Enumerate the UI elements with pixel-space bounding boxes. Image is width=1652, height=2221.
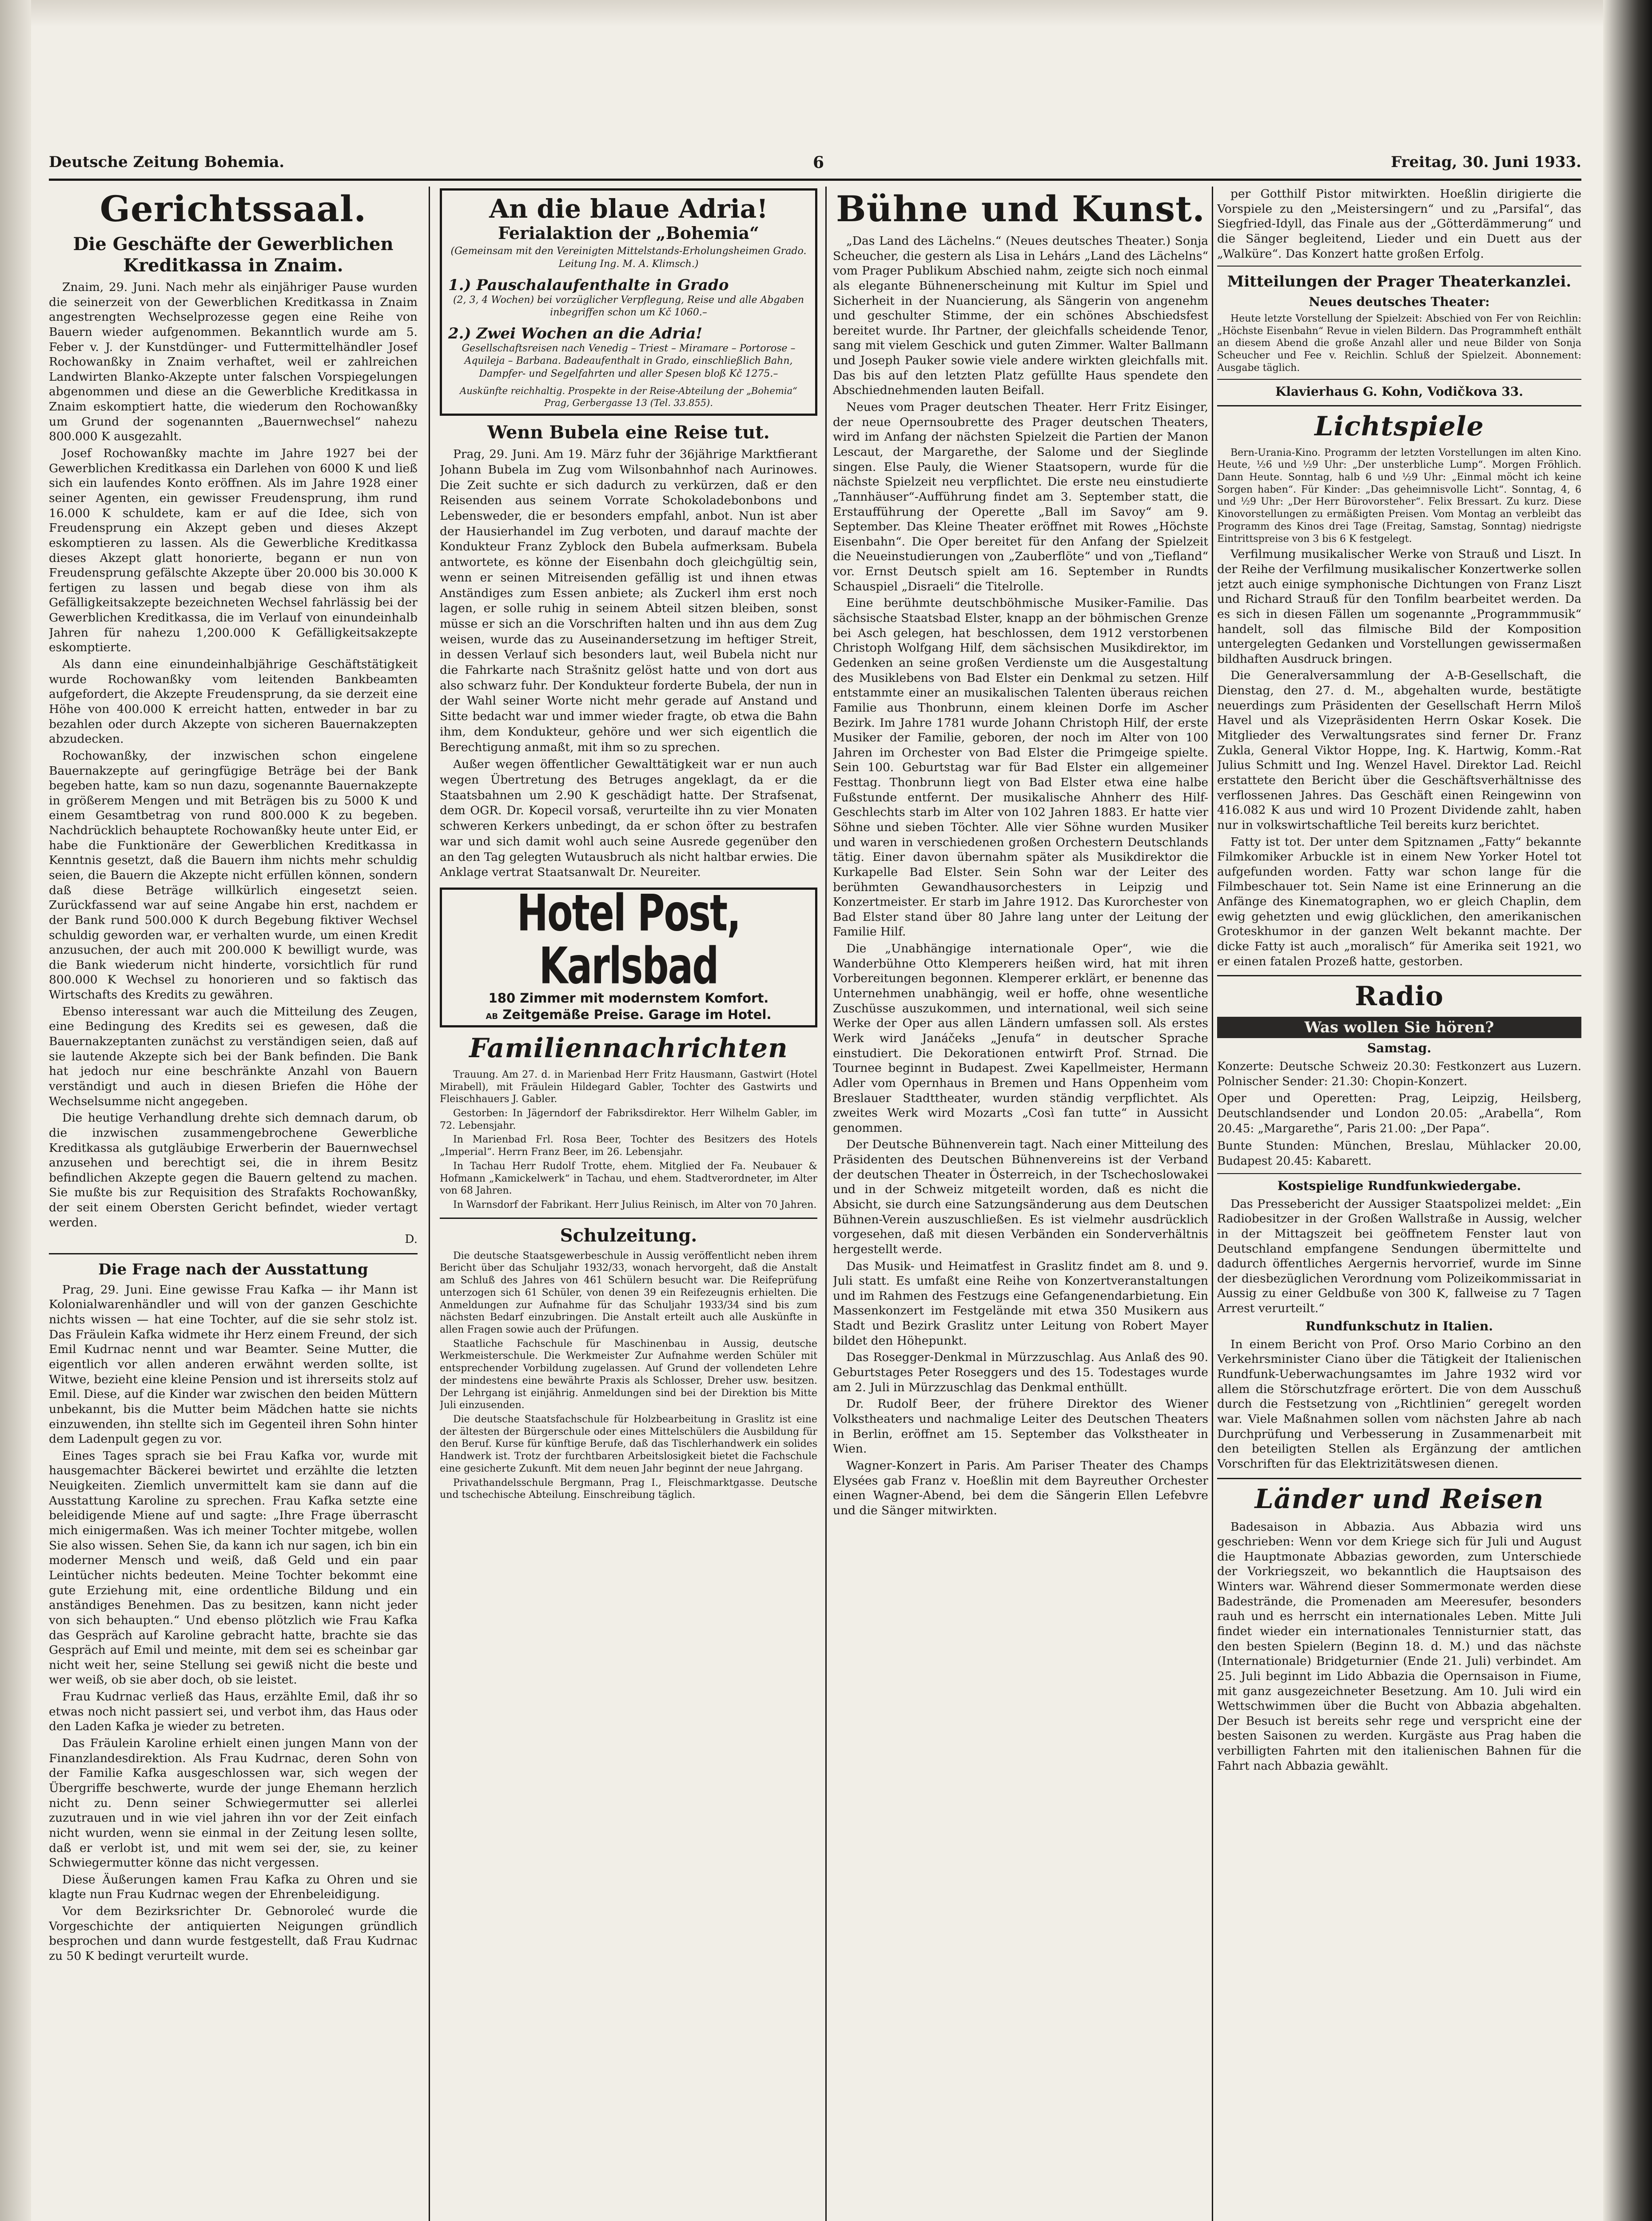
paragraph: Znaim, 29. Juni. Nach mehr als einjähriger Pause wurden die seinerzeit von der Gewerblichen Kreditkassa in Znaim angestrengten Wechselprozesse gegen eine Reihe von Bauern wieder aufgenommen. Bekanntlich wurde am 5. Feber v. J. der Kunstdünger- und Futtermittelhändler Josef Rochowanßky in Znaim verhaftet, weil er zahlreichen Landwirten Blanko-Akzepte unter falschen Vorspiegelungen abgenommen und diese an die Gewerbliche Kreditkassa in Znaim eskomptiert hatte, die wiederum den Rochowanßky um Grund der sogenannten „Bauernwechsel“ nahezu 800.000 K ausgezahlt.	[49, 280, 418, 444]
ad-code: AB	[486, 1011, 498, 1021]
ad-title: An die blaue Adria!	[489, 194, 768, 224]
paragraph: Das Pressebericht der Aussiger Staatspolizei meldet: „Ein Radiobesitzer in der Großen Wallstraße in Aussig, welcher in der Mittagszeit bei geöffnetem Fenster laut von Deutschland empfangene Sendungen übermittelte und dadurch öffentliches Aergernis hervorrief, wurde im Sinne der diesbezüglichen Verordnung vom Polizeikommissariat in Aussig zu einer Geldbuße von 300 K, fallweise zu 7 Tagen Arrest verurteilt.“	[1217, 1197, 1581, 1316]
scan-right-edge	[1603, 0, 1652, 2221]
column-divider	[825, 187, 827, 2221]
ad-subtitle: Ferialaktion der „Bohemia“	[498, 223, 759, 243]
paragraph: Badesaison in Abbazia. Aus Abbazia wird uns geschrieben: Wenn vor dem Kriege sich für Juli und August die Hauptmonate Abbazias geworden, zum Unterschiede der Vorkriegszeit, wo bekanntlich die Hauptsaison des Winters war. Während dieser Sommermonate werden diese Badestrände, die Promenaden am Meeresufer, besonders rauh und es herrscht ein internationales Leben. Mitte Juli findet wieder ein internationales Tennisturnier statt, das den besten Spielern (Beginn 18. d. M.) und das nächste (Internationale) Bridgeturnier (Ende 21. Juli) verbindet. Am 25. Juli beginnt im Lido Abbazia die Opernsaison in Fiume, mit ganz ausgezeichneter Besetzung. Am 10. Juli wird ein Wettschwimmen über die Bucht von Abbazia abgehalten. Der Besuch ist bereits sehr rege und verspricht eine der besten Saisonen zu werden. Kurgäste aus Prag haben die verbilligten Fahrten mit den italienischen Bahnen für die Fahrt nach Abbazia gewählt.	[1217, 1520, 1581, 1773]
paragraph: Vor dem Bezirksrichter Dr. Gebnoroleć wurde die Vorgeschichte der antiquierten Neigungen gründlich besprochen und dann wurde festgestellt, daß Frau Kudrnac zu 50 K bedingt verurteilt wurde.	[49, 1904, 418, 1963]
separator	[1217, 975, 1581, 976]
notice: In Marienbad Frl. Rosa Beer, Tochter des Besitzers des Hotels „Imperial“. Herrn Franz Beer, im 26. Lebensjahr.	[440, 1134, 817, 1158]
page-number: 6	[813, 153, 824, 172]
paragraph: Ebenso interessant war auch die Mitteilung des Zeugen, eine Bedingung des Kredits sei es gewesen, daß die Bauernakzeptanten zunächst zu verständigen seien, daß auf sie lautende Akzepte sich bei der Bank befinden. Die Bank hat jedoch nur eine beschränkte Anzahl von Bauern verständigt und auch in diesen Briefen die Höhe der Wechselsumme nicht angegeben.	[49, 1004, 418, 1108]
radio-program-line: Bunte Stunden: München, Breslau, Mühlacker 20.00, Budapest 20.45: Kabarett.	[1217, 1139, 1581, 1168]
masthead-rule	[49, 179, 1581, 181]
hotel-title: Hotel Post, Karlsbad	[517, 884, 740, 995]
column-1	[49, 187, 418, 2221]
section-heading-family: Familiennachrichten	[469, 1032, 788, 1064]
notice: Bern-Urania-Kino. Programm der letzten Vorstellungen im alten Kino. Heute, ½6 und ½9 Uhr: „Der unsterbliche Lump“. Morgen Fröhlich. Dann Heute. Sonntag, halb 6 und ½9 Uhr: „Einmal möcht ich keine Sorgen haben“. Für Kinder: „Das geheimnisvolle Licht“. Sonntag, 4, 6 und ½9 Uhr: „Der Herr Bürovorsteher“. Felix Bressart. Zu kurz. Diese Kinovorstellungen zu ermäßigten Preisen. Vom Montag an verbleibt das Programm des Kinos drei Tage (Freitag, Samstag, Sonntag) niedrigste Eintrittspreise von 3 bis 6 K festgelegt.	[1217, 447, 1581, 545]
column-divider	[429, 187, 430, 2221]
notice: Trauung. Am 27. d. in Marienbad Herr Fritz Hausmann, Gastwirt (Hotel Mirabell), mit Fräulein Hildegard Gabler, Tochter des Gastwirts und Fleischhauers J. Gabler.	[440, 1069, 817, 1105]
paragraph: Das Rosegger-Denkmal in Mürzzuschlag. Aus Anlaß des 90. Geburtstages Peter Roseggers und des 15. Todestages wurde am 2. Juli in Mürzzuschlag das Denkmal enthüllt.	[833, 1350, 1208, 1394]
hotel-advertisement	[440, 884, 817, 1027]
paragraph: Eines Tages sprach sie bei Frau Kafka vor, wurde mit hausgemachter Bäckerei bewirtet und erzählte die letzten Neuigkeiten. Ziemlich unvermittelt kam sie dann auf die Ausstattung Karoline zu sprechen. Frau Kafka setzte eine beleidigende Miene auf und sagte: „Ihre Frage überrascht mich einigermaßen. Was ich meiner Tochter mitgebe, wollen Sie also wissen. Sehen Sie, da kann ich nur sagen, ich bin ein moderner Mensch und weiß, daß Geld und ein paar Leintücher nichts bedeuten. Meine Tochter bekommt eine gute Erziehung mit, eine ordentliche Bildung und ein anständiges Benehmen. Das zu besitzen, kann nicht jeder von sich behaupten.“ Und ebenso plötzlich wie Frau Kafka das Gespräch auf Karoline gebracht hatte, brachte sie das Gespräch auf Emil und meinte, mit dem sei es scheinbar gar nicht weit her, seine Stellung sei gewiß nicht die beste und wer weiß, ob sie aber doch, ob sie leistet.	[49, 1449, 418, 1687]
notice: Privathandelsschule Bergmann, Prag I., Fleischmarktgasse. Deutsche und tschechische Abteilung. Einschreibung täglich.	[440, 1477, 817, 1501]
paragraph: Außer wegen öffentlicher Gewalttätigkeit war er nun auch wegen Übertretung des Betruges angeklagt, da er die Staatsbahnen um 2.90 K geschädigt hatte. Der Strafsenat, dem OGR. Dr. Kopecil vorsaß, verurteilte ihn zu vier Monaten schweren Kerkers unbedingt, da er schon öfter zu bestrafen war und sich damit wohl auch seine Ausrede gegenüber den an den Tag gelegten Wutausbruch als nicht haltbar erwies. Die Anklage vertrat Staatsanwalt Dr. Neureiter.	[440, 757, 817, 880]
paragraph: In einem Bericht von Prof. Orso Mario Corbino an den Verkehrsminister Ciano über die Tätigkeit der Italienischen Rundfunk-Ueberwachungsamtes im Jahre 1932 wird vor allem die Störschutzfrage erörtert. Die von dem Ausschuß durch die Festsetzung von „Richtlinien“ geregelt worden war. Viele Maßnahmen sollen vom nächsten Jahre ab nach Durchprüfung und Verbesserung in Zusammenarbeit mit den beteiligten Stellen als Ergänzung der amtlichen Vorschriften für das Elektrizitätswesen dienen.	[1217, 1337, 1581, 1471]
music-store-ad: Klavierhaus G. Kohn, Vodičkova 33.	[1275, 384, 1524, 399]
school-notices	[440, 1250, 817, 1501]
hotel-line: 180 Zimmer mit modernstem Komfort.	[488, 991, 769, 1006]
radio-day: Samstag.	[1367, 1041, 1432, 1056]
notice: Die deutsche Staatsgewerbeschule in Aussig veröffentlicht neben ihrem Bericht über das Schuljahr 1932/33, wonach hervorgeht, daß die Anstalt am Schluß des Jahres von 461 Schülern besucht war. Die Reifeprüfung unterzogen sich 61 Schüler, von denen 39 ein Reifezeugnis erhielten. Die Anmeldungen zur Aufnahme für das Schuljahr 1933/34 sind bis zum nächsten Bedarf einzubringen. Die Anstalt erteilt auch alle Auskünfte in allen Fragen sowie auch der Prüfungen.	[440, 1250, 817, 1336]
notice: In Warnsdorf der Fabrikant. Herr Julius Reinisch, im Alter von 70 Jahren.	[453, 1199, 817, 1210]
masthead	[49, 153, 1581, 180]
section-heading-radio: Radio	[1355, 981, 1444, 1012]
cinema-notices	[1217, 447, 1581, 969]
theater-notice: Heute letzte Vorstellung der Spielzeit: Abschied von Fer von Reichlin: „Höchste Eisenbahn“ Revue in vielen Bildern. Das Programmheft enthält an diesem Abend die große Anzahl aller und neue Bilder von Sonja Scheucher und Fee v. Reichlin. Schluß der Spielzeit. Abonnement: Ausgabe täglich.	[1217, 313, 1581, 374]
separator	[1217, 266, 1581, 267]
ad-footer: Auskünfte reichhaltig. Prospekte in der Reise-Abteilung der „Bohemia“ Prag, Gerbergasse 13 (Tel. 33.855).	[460, 385, 797, 408]
paragraph: Diese Äußerungen kamen Frau Kafka zu Ohren und sie klagte nun Frau Kudrnac wegen der Ehrenbeleidigung.	[49, 1872, 418, 1902]
scan-left-edge	[0, 0, 31, 2221]
separator	[1217, 1173, 1581, 1174]
article-body	[440, 447, 817, 880]
paragraph: „Das Land des Lächelns.“ (Neues deutsches Theater.) Sonja Scheucher, die gestern als Lisa in Lehárs „Land des Lächelns“ vom Prager Publikum Abschied nahm, zeigte sich noch einmal als elegante Bühnenerscheinung mit Kultur im Spiel und Sicherheit in der Nuancierung, als Sängerin von angenehm und geschulter Stimme, der ein schönes Abschiedsfest bereitet wurde. Ihr Partner, der gleichfalls scheidende Tenor, sang mit vielem Geschick und guten Zimmer. Walter Ballmann und Joseph Pauker sowie viele andere wirkten gleichfalls mit. Das bis auf den letzten Platz gefüllte Haus spendete den Abschiednehmenden lauten Beifall.	[833, 234, 1208, 398]
theater-subheading: Neues deutsches Theater:	[1309, 295, 1490, 309]
radio-program-line: Oper und Operetten: Prag, Leipzig, Heilsberg, Deutschlandsender und London 20.05: „Arabella“, Rom 20.45: „Margarethe“, Paris 21.00: „Der Papa“.	[1217, 1092, 1581, 1136]
paragraph: Das Musik- und Heimatfest in Graslitz findet am 8. und 9. Juli statt. Es umfaßt eine Reihe von Konzertveranstaltungen und im Rahmen des Festzugs eine Gefangenendarbietung. Ein Massenkonzert im Festgelände mit etwa 350 Musikern aus Stadt und Bezirk Graslitz unter Leitung von Robert Mayer bildet den Höhepunkt.	[833, 1259, 1208, 1348]
article-title: Die Frage nach der Ausstattung	[98, 1261, 368, 1278]
paragraph: Verfilmung musikalischer Werke von Strauß und Liszt. In der Reihe der Verfilmung musikalischer Konzertwerke sollen jetzt auch einige symphonische Dichtungen von Franz Liszt und Richard Strauß für den Tonfilm bearbeitet werden. Da es sich in diesen Fällen um sogenannte „Programmmusik“ handelt, soll das filmische Bild der Komposition untergelegten Gedanken und Vorstellungen gewissermaßen bildhaften Ausdruck bringen.	[1217, 547, 1581, 666]
hotel-line-text: Zeitgemäße Preise. Garage im Hotel.	[502, 1007, 772, 1022]
section-heading-stage-art: Bühne und Kunst.	[836, 188, 1205, 230]
paragraph: Das Fräulein Karoline erhielt einen jungen Mann von der Finanzlandesdirektion. Als Frau Kudrnac, deren Sohn von der Familie Kafka ausgeschlossen war, sich wegen der Übergriffe beschwerte, wurde der junge Ehemann herzlich nicht zu. Denn seiner Schwiegermutter sei allerlei zuzutrauen und in wie viel jahren ihn vor der Zeit einfach nicht wurden, wenn sie einmal in der Zeitung lesen sollte, daß er verlobt ist, und mit wem sei der, sie, zu keiner Schwiegermutter könne das nicht vergessen.	[49, 1736, 418, 1870]
paragraph: Die Generalversammlung der A-B-Gesellschaft, die Dienstag, den 27. d. M., abgehalten wurde, bestätigte neuerdings zum Präsidenten der Gesellschaft Herrn Miloš Havel und als Vizepräsidenten Herrn Oskar Kosek. Die Mitglieder des Verwaltungsrates sind ferner Dr. Franz Zukla, General Viktor Hoppe, Ing. K. Hartwig, Komm.-Rat Julius Schmitt und Ing. Wenzel Havel. Direktor Lad. Reichl erstattete den Bericht über die Geschäftsverhältnisse des verflossenen Jahres. Das Geschäft einen Reingewinn von 416.082 K aus und wird 10 Prozent Dividende zahlt, haben nur in volkswirtschaftliche Teil bereits kurz berichtet.	[1217, 669, 1581, 832]
column-2	[440, 187, 817, 2221]
adria-advertisement	[440, 188, 817, 416]
section-heading-school: Schulzeitung.	[560, 1225, 697, 1246]
separator	[49, 1253, 418, 1254]
paragraph: Prag, 29. Juni. Eine gewisse Frau Kafka — ihr Mann ist Kolonialwarenhändler und will von der ganzen Geschichte nichts wissen — hat eine Tochter, auf die sie sehr stolz ist. Das Fräulein Kafka widmete ihr Herz einem Freund, der sich Emil Kudrnac nennt und war Beamter. Seine Mutter, die eigentlich vor allen anderen erwähnt werden sollte, ist Witwe, bezieht eine kleine Pension und ist ihrerseits stolz auf Emil. Diese, auf die Kinder war zwischen den beiden Müttern unbekannt, bis die Mutter beim Mädchen hatte sie nichts einzuwenden, ihn stellte sich im Gegenteil ihren Sohn hinter dem Ladenpult gegen zu vor.	[49, 1282, 418, 1446]
section-heading-travel: Länder und Reisen	[1254, 1483, 1544, 1515]
paragraph: Josef Rochowanßky machte im Jahre 1927 bei der Gewerblichen Kreditkassa ein Darlehen von 6000 K und ließ sich ein laufendes Konto eröffnen. Als im Jahre 1928 einer seiner Agenten, ein gewisser Freudensprung, ihm rund 16.000 K schuldete, kam er auf die Idee, sich von Freudensprung ein Akzept geben und dieses Akzept eskomptieren zu lassen. Als die Gewerbliche Kreditkassa dieses Akzept glatt honorierte, begann er nun von Freudensprung gefälschte Akzepte über 20.000 bis 30.000 K fertigen zu lassen und begab diese von ihm als Gefälligkeitsakzepte bezeichneten Wechsel fahrlässig bei der Gewerblichen Kreditkassa, die im Verlauf von einundeinhalb Jahren für nahezu 1,200.000 K Gefälligkeitsakzepte eskomptierte.	[49, 446, 418, 655]
paragraph: Dr. Rudolf Beer, der frühere Direktor des Wiener Volkstheaters und nachmalige Leiter des Deutschen Theaters in Berlin, eröffnet am 15. September das Volkstheater in Wien.	[833, 1397, 1208, 1456]
family-notices	[440, 1069, 817, 1211]
column-4	[1217, 187, 1581, 2221]
paragraph: Fatty ist tot. Der unter dem Spitznamen „Fatty“ bekannte Filmkomiker Arbuckle ist in einem New Yorker Hotel tot aufgefunden worden. Fatty war schon lange für die Filmbeschauer tot. Sein Name ist eine Erinnerung an die Anfänge des Kinematographen, wo er gleich Chaplin, dem ewig gehetzten und ewig glücklichen, den amerikanischen Groteskhumor in der ganzen Welt bekannt machte. Der dicke Fatty ist auch „moralisch“ für Amerika seit 1921, wo er einen fatalen Prozeß hatte, gestorben.	[1217, 835, 1581, 968]
paragraph: Neues vom Prager deutschen Theater. Herr Fritz Eisinger, der neue Opernsoubrette des Prager deutschen Theaters, wird im Anfang der nächsten Spielzeit die Partien der Manon Lescaut, der Margarethe, der Salome und der Sieglinde singen. Else Pauly, die Wiener Staatsopern, wurde für die nächste Spielzeit neu verpflichtet. Die erste neu einstudierte „Tannhäuser“-Aufführung findet am 3. September statt, die Erstaufführung der Operette „Ball im Savoy“ am 9. September. Das Kleine Theater eröffnet mit Rowes „Höchste Eisenbahn“. Die Oper bereitet für den Anfang der Spielzeit die Neueinstudierungen von „Zauberflöte“ und von „Tiefland“ vor. Ernst Deutsch spielt am 16. September in Rundts Schauspiel „Disraeli“ die Titelrolle.	[833, 400, 1208, 593]
ad-note: (Gemeinsam mit den Vereinigten Mittelstands-Erholungsheimen Grado. Leitung Ing. M. A. Klimsch.)	[450, 246, 807, 270]
article-body	[833, 234, 1208, 1518]
paragraph: Rochowanßky, der inzwischen schon eingelene Bauernakzepte auf geringfügige Beträge bei der Bank begeben hatte, kam so nun dazu, sogenannte Bauernakzepte in größerem Mengen und mit Beträgen bis zu 5000 K und einem Gesamtbetrag von rund 800.000 K zu begeben. Nachdrücklich behauptete Rochowanßky heute unter Eid, er habe die Funktionäre der Gewerblichen Kreditkassa in Kenntnis gesetzt, daß die Bauern ihm nichts mehr schuldig seien, die Bauern die Akzepte nicht erfüllen können, sondern daß diese Beträge willkürlich eingesetzt seien. Zurückfassend war auf seine Angabe hin erst, nachdem er der Bank rund 500.000 K durch Begebung fiktiver Wechsel schuldig geworden war, er verhalten wurde, um einen Kredit anzusuchen, der auch mit 200.000 K bewilligt wurde, was die Bank wiederum nicht hinderte, vorsichtlich für rund 800.000 K Wechsel zu honorieren und so faktisch das Wirtschafts des Kredits zu gewähren.	[49, 748, 418, 1002]
section-heading-cinema: Lichtspiele	[1314, 410, 1484, 442]
column-divider	[1212, 187, 1213, 2221]
separator	[1217, 405, 1581, 406]
article-title: Wenn Bubela eine Reise tut.	[487, 422, 770, 443]
issue-date: Freitag, 30. Juni 1933.	[1391, 153, 1581, 171]
article-title: Kostspielige Rundfunkwiedergabe.	[1277, 1178, 1521, 1193]
radio-program-banner: Was wollen Sie hören?	[1217, 1017, 1581, 1038]
notice: In Tachau Herr Rudolf Trotte, ehem. Mitglied der Fa. Neubauer & Hofmann „Kamickelwerk“ in Tachau, und ehem. Stadtverordneter, im Alter von 68 Jahren.	[440, 1160, 817, 1197]
ad-item-title: 2.) Zwei Wochen an die Adria!	[448, 324, 703, 342]
paragraph: Als dann eine einundeinhalbjährige Geschäftstätigkeit wurde Rochowanßky vom leitenden Bankbeamten aufgefordert, die Akzepte Freudensprung, da sie derzeit eine Höhe von 400.000 K erreicht hatten, entweder in bar zu bezahlen oder durch Akzepte von sicheren Bauernakzepten abzudecken.	[49, 657, 418, 746]
ad-item-text: (2, 3, 4 Wochen) bei vorzüglicher Verpflegung, Reise und alle Abgaben inbegriffen schon um Kč 1060.–	[453, 294, 804, 318]
hotel-line	[446, 1007, 811, 1023]
notice: Gestorben: In Jägerndorf der Fabriksdirektor. Herr Wilhelm Gabler, im 72. Lebensjahr.	[440, 1107, 817, 1131]
notice: Staatliche Fachschule für Maschinenbau in Aussig, deutsche Werkmeisterschule. Die Werkmeister Zur Aufnahme werden Schüler mit entsprechender Vorbildung zugelassen. Auf Grund der vollendeten Lehre der mindestens eine bewährte Praxis als Schlosser, Dreher usw. besitzen. Der Lehrgang ist einjährig. Anmeldungen sind bei der Direktion bis Mitte Juli einzusenden.	[440, 1338, 817, 1411]
theater-office-heading: Mitteilungen der Prager Theaterkanzlei.	[1227, 273, 1572, 291]
paragraph: Die „Unabhängige internationale Oper“, wie die Wanderbühne Otto Klemperers heißen wird, hat mit ihren Vorbereitungen begonnen. Klemperer erklärt, er benenne das Unternehmen unabhängig, weil er hoffe, ohne wesentliche Zuschüsse auszukommen, und international, weil sich seine Werke der Oper aus allen Ländern umfassen soll. Als erstes Werk wird Janáčeks „Jenufa“ in deutscher Sprache einstudiert. Die Dekorationen entwirft Prof. Strnad. Die Tournee beginnt in Budapest. Zwei Kapellmeister, Hermann Adler vom Opernhaus in Bremen und Hans Oppenheim vom Breslauer Stadttheater, wurden ständig verpflichtet. Als zweites Werk wird Mozarts „Così fan tutte“ in Aussicht genommen.	[833, 942, 1208, 1135]
separator	[440, 1218, 817, 1219]
ad-item-title: 1.) Pauschalaufenthalte in Grado	[448, 276, 729, 294]
paragraph: Frau Kudrnac verließ das Haus, erzählte Emil, daß ihr so etwas noch nicht passiert sei, und verbot ihm, das Haus oder den Laden Kafka je wieder zu betreten.	[49, 1690, 418, 1734]
notice: Die deutsche Staatsfachschule für Holzbearbeitung in Graslitz ist eine der ältesten der Bürgerschule oder eines Mittelschülers die Ausbildung für den Beruf. Kurse für künftige Berufe, daß das Tischlerhandwerk ein solides Handwerk ist. Trotz der furchtbaren Arbeitslosigkeit bietet die Fachschule eine gesicherte Zukunft. Mit dem neuen Jahr beginnt der neue Jahrgang.	[440, 1414, 817, 1474]
paragraph: Die heutige Verhandlung drehte sich demnach darum, ob die inzwischen zusammengebrochene Gewerbliche Kreditkassa als gutgläubige Erwerberin der Bauernwechsel anzusehen und berechtigt sei, die in ihrem Besitz befindlichen Akzepte gegen die Bauern geltend zu machen. Sie mußte bis zur Requisition des Strafakts Rochowanßky, der seit einem Obersten Gericht befindet, wieder vertagt werden.	[49, 1111, 418, 1230]
separator	[1217, 1478, 1581, 1479]
article-body	[49, 280, 418, 1247]
article-title: Die Geschäfte der Gewerblichen Kreditkassa in Znaim.	[73, 234, 394, 276]
ad-item-text: Gesellschaftsreisen nach Venedig – Triest – Miramare – Portorose – Aquileja – Barbana. Badeaufenthalt in Grado, einschließlich Bahn, Dampfer- und Segelfahrten und aller Spesen bloß Kč 1275.–	[462, 342, 796, 380]
paragraph: Wagner-Konzert in Paris. Am Pariser Theater des Champs Elysées gab Franz v. Hoeßlin mit dem Bayreuther Orchester einen Wagner-Abend, bei dem die Sängerin Ellen Lefebvre und die Sänger mitwirkten.	[833, 1458, 1208, 1517]
paragraph: Der Deutsche Bühnenverein tagt. Nach einer Mitteilung des Präsidenten des Deutschen Bühnenvereins ist der Verband der deutschen Theater in Österreich, in der Tschechoslowakei und in der Schweiz mitgeteilt worden, daß es nicht die Absicht, sie durch eine Satzungsänderung aus dem Deutschen Bühnen-Verein auszuschließen. Es ist vielmehr ausdrücklich vorgesehen, daß mit diesen Verbänden ein Sonderverhältnis hergestellt werde.	[833, 1138, 1208, 1256]
article-signature: D.	[405, 1232, 418, 1246]
separator	[1217, 379, 1581, 380]
newspaper-name: Deutsche Zeitung Bohemia.	[49, 153, 285, 171]
paragraph: per Gotthilf Pistor mitwirkten. Hoeßlin dirigierte die Vorspiele zu den „Meistersingern“ und zu „Parsifal“, das Siegfried-Idyll, das Finale aus der „Götterdämmerung“ und die Sänger begleitend, Lieder und ein Duett aus der „Walküre“. Das Konzert hatte großen Erfolg.	[1217, 187, 1581, 261]
radio-program-line: Konzerte: Deutsche Schweiz 20.30: Festkonzert aus Luzern. Polnischer Sender: 21.30: Chopin-Konzert.	[1217, 1060, 1581, 1089]
paragraph: Eine berühmte deutschböhmische Musiker-Familie. Das sächsische Staatsbad Elster, knapp an der böhmischen Grenze bei Asch gelegen, hat beschlossen, dem 1912 verstorbenen Christoph Wolfgang Hilf, dem sächsischen Musikdirektor, im Gedenken an seine großen Verdienste um die Ausgestaltung des Musiklebens von Bad Elster ein Denkmal zu setzen. Hilf entstammte einer an musikalischen Talenten überaus reichen Familie aus Thonbrunn, einem kleinen Dorfe im Ascher Bezirk. Im Jahre 1781 wurde Johann Christoph Hilf, der erste Musiker der Familie, geboren, der noch im Alter von 100 Jahren im Orchester von Bad Elster die Primgeige spielte. Sein 100. Geburtstag war für Bad Elster ein allgemeiner Festtag. Thonbrunn liegt von Bad Elster etwa eine halbe Fußstunde entfernt. Der musikalische Ahnherr des Hilf-Geschlechts starb im Alter von 102 Jahren 1883. Er hatte vier Söhne und sieben Töchter. Alle vier Söhne wurden Musiker und waren in verschiedenen großen Orchestern Deutschlands tätig. Einer davon übernahm später als Musikdirektor die Kurkapelle Bad Elster. Sein Sohn war der Leiter des berühmten Gewandhausorchesters in Leipzig und Konzertmeister. Er starb im Jahre 1912. Das Kurorchester von Bad Elster stand über 80 Jahre lang unter der Leitung der Familie Hilf.	[833, 596, 1208, 939]
article-title: Rundfunkschutz in Italien.	[1306, 1318, 1493, 1333]
article-body	[49, 1282, 418, 1964]
scan-top-edge	[0, 0, 1652, 27]
column-3	[833, 187, 1208, 2221]
section-heading-court: Gerichtssaal.	[100, 188, 367, 230]
paragraph: Prag, 29. Juni. Am 19. März fuhr der 36jährige Marktfierant Johann Bubela im Zug vom Wilsonbahnhof nach Aurinowes. Die Zeit suchte er sich dadurch zu verkürzen, daß er den Reisenden aus seinem Vorrate Schokoladebonbons und Lebensweder, die er besonders empfahl, anbot. Nun ist aber der Hausierhandel im Zug verboten, und darauf machte der Kondukteur Franz Zyblock den Bubela aufmerksam. Bubela antwortete, es könne der Eisenbahn doch gleichgültig sein, wenn er seinen Mitreisenden gefällig ist und ihnen etwas Anständiges zum Essen anbiete; als Zuckerl ihm erst noch lagen, er solle ruhig in seinem Abteil sitzen bleiben, sonst müsse er sich an die Vorschriften halten und ihn aus dem Zug weisen, wurde das zu Auseinandersetzung im heftiger Streit, in dessen Verlauf sich besonders laut, weil Bubela nicht nur die Fahrkarte nach Strašnitz gelöst hatte und von dort aus also schwarz fuhr. Der Kondukteur forderte Bubela, der nun in der Wahl seiner Worte nicht mehr gerade auf Anstand und Sitte bedacht war und immer wieder fragte, ob etwa die Bahn ihm, dem Kondukteur, gehöre und wer sich eigentlich die Berechtigung anmaßt, mit ihm so zu sprechen.	[440, 447, 817, 754]
